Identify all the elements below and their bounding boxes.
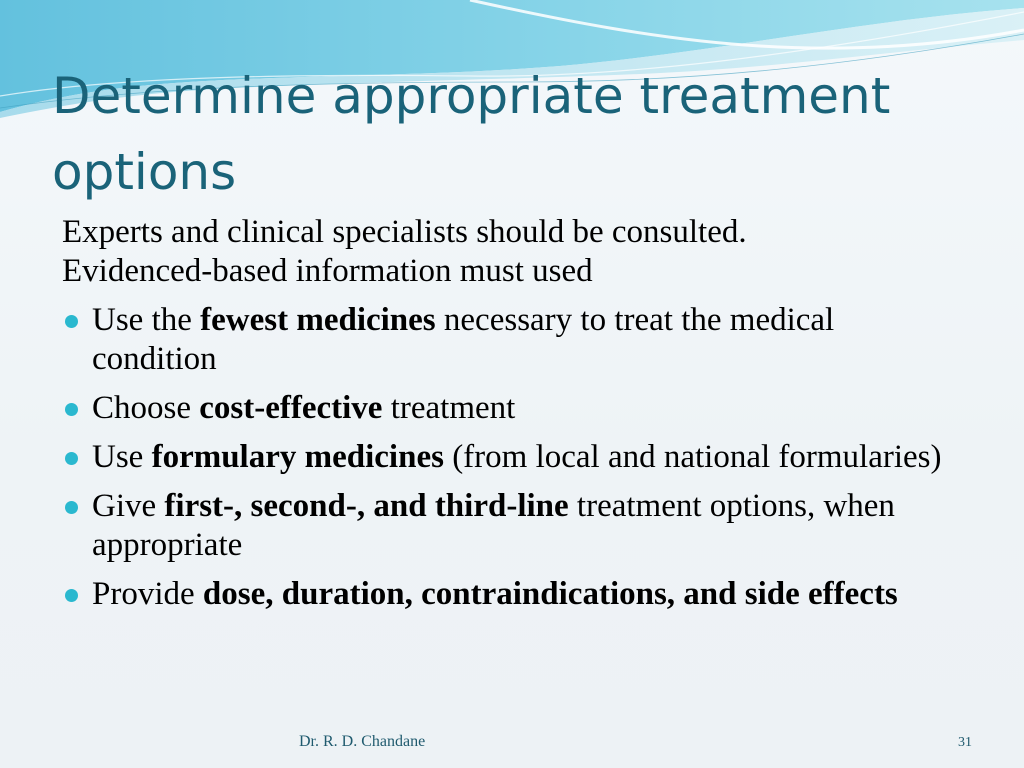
bullet-list xyxy=(62,301,962,614)
bullet-text: Choose cost-effective treatment xyxy=(92,390,516,426)
bullet-item xyxy=(62,389,962,428)
bullet-text: Use formulary medicines (from local and national formularies) xyxy=(92,439,942,475)
bullet-emphasis: dose, duration, contraindications, and side effects xyxy=(202,576,898,612)
bullet-dot-icon xyxy=(65,315,78,328)
slide-title: Determine appropriate treatment options xyxy=(52,67,891,201)
bullet-emphasis: first-, second-, and third-line xyxy=(164,488,569,524)
bullet-dot-icon xyxy=(65,403,78,416)
bullet-text: Use the fewest medicines necessary to treat the medical condition xyxy=(92,302,835,377)
slide-body xyxy=(62,213,962,624)
bullet-text: Give first-, second-, and third-line treatment options, when appropriate xyxy=(92,488,895,563)
bullet-item xyxy=(62,301,962,379)
bullet-emphasis: formulary medicines xyxy=(151,439,444,475)
bullet-emphasis: cost-effective xyxy=(199,390,383,426)
bullet-item xyxy=(62,487,962,565)
bullet-item xyxy=(62,575,962,614)
bullet-dot-icon xyxy=(65,589,78,602)
bullet-dot-icon xyxy=(65,452,78,465)
bullet-emphasis: fewest medicines xyxy=(200,302,436,338)
intro-line: Evidenced-based information must used xyxy=(62,253,593,289)
page-number: 31 xyxy=(958,735,972,750)
intro-line: Experts and clinical specialists should be consulted. xyxy=(62,214,747,250)
bullet-text: Provide dose, duration, contraindications, and side effects xyxy=(92,576,898,612)
bullet-dot-icon xyxy=(65,501,78,514)
bullet-item xyxy=(62,438,962,477)
footer-author: Dr. R. D. Chandane xyxy=(299,733,426,750)
